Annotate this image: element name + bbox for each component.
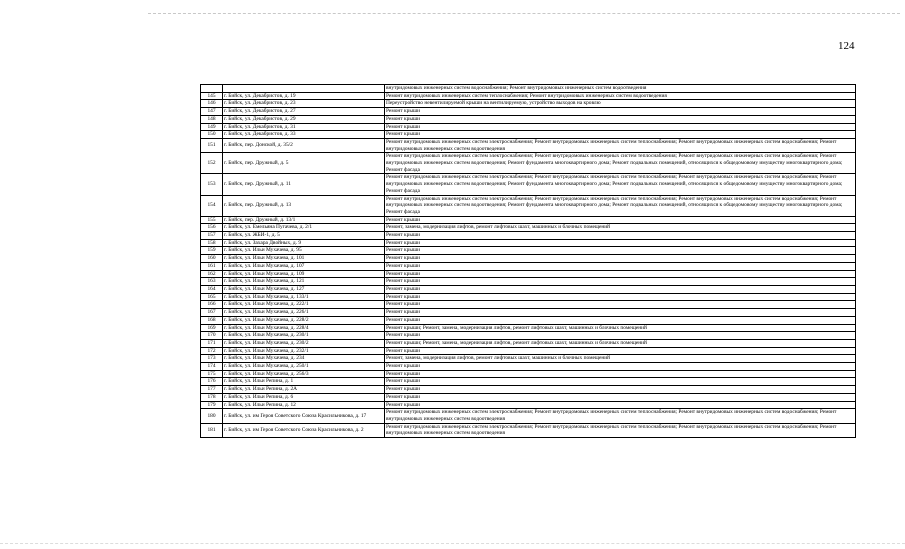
table-row bbox=[201, 423, 856, 437]
page-number: 124 bbox=[838, 40, 855, 52]
work-type-cell: Ремонт крыши bbox=[385, 386, 856, 394]
work-type-cell: Ремонт крыши bbox=[385, 115, 856, 123]
table-row bbox=[201, 92, 856, 100]
address-cell: г. Бийск, ул. Ильи Мухачева, д. 101 bbox=[223, 255, 385, 263]
row-number-cell: 173 bbox=[201, 355, 223, 363]
work-type-cell: Ремонт крыши bbox=[385, 131, 856, 139]
address-cell: г. Бийск, пер. Дружный, д. 13/1 bbox=[223, 216, 385, 224]
address-cell: г. Бийск, пер. Дружный, д. 13 bbox=[223, 195, 385, 216]
address-cell: г. Бийск, ул. Декабристов, д. 31 bbox=[223, 123, 385, 131]
work-type-cell: внутридомовых инженерных систем водоснабжения; Ремонт внутридомовых инженерных систем водоотведения bbox=[385, 85, 856, 93]
work-type-cell: Ремонт крыши bbox=[385, 232, 856, 240]
address-cell: г. Бийск, ул. Декабристов, д. 29 bbox=[223, 115, 385, 123]
address-cell: г. Бийск, ул. Ильи Репина, д. 2А bbox=[223, 386, 385, 394]
table-row bbox=[201, 278, 856, 286]
row-number-cell: 162 bbox=[201, 270, 223, 278]
repair-register-table bbox=[200, 84, 856, 438]
address-cell: г. Бийск, ул. Декабристов, д. 23 bbox=[223, 100, 385, 108]
table-row bbox=[201, 232, 856, 240]
address-cell: г. Бийск, ул. Ильи Репина, д. 6 bbox=[223, 393, 385, 401]
table-row bbox=[201, 174, 856, 195]
row-number-cell: 170 bbox=[201, 332, 223, 340]
table-row bbox=[201, 332, 856, 340]
row-number-cell: 150 bbox=[201, 131, 223, 139]
address-cell: г. Бийск, ул. Ильи Мухачева, д. 127 bbox=[223, 285, 385, 293]
table-row bbox=[201, 339, 856, 347]
address-cell: г. Бийск, ул. им Героя Советского Союза Красильникова, д. 2 bbox=[223, 423, 385, 437]
table-row bbox=[201, 138, 856, 152]
work-type-cell: Ремонт, замена, модернизация лифтов, ремонт лифтовых шахт, машинных и блочных помещений bbox=[385, 355, 856, 363]
work-type-cell: Ремонт крыши bbox=[385, 293, 856, 301]
row-number-cell: 145 bbox=[201, 92, 223, 100]
table-row bbox=[201, 239, 856, 247]
work-type-cell: Ремонт крыши bbox=[385, 255, 856, 263]
table-row bbox=[201, 85, 856, 93]
address-cell: г. Бийск, ул. Ильи Мухачева, д. 107 bbox=[223, 262, 385, 270]
row-number-cell: 172 bbox=[201, 347, 223, 355]
work-type-cell: Ремонт крыши bbox=[385, 316, 856, 324]
table-body bbox=[201, 85, 856, 438]
table-row bbox=[201, 285, 856, 293]
work-type-cell: Переустройство невентилируемой крыши на вентилируемую, устройство выходов на кровлю bbox=[385, 100, 856, 108]
address-cell: г. Бийск, ул. им Героя Советского Союза Красильникова, д. 17 bbox=[223, 409, 385, 423]
work-type-cell: Ремонт крыши bbox=[385, 239, 856, 247]
address-cell: г. Бийск, ул. Ильи Мухачева, д. 256/3 bbox=[223, 370, 385, 378]
row-number-cell: 159 bbox=[201, 247, 223, 255]
work-type-cell: Ремонт крыши bbox=[385, 347, 856, 355]
row-number-cell: 158 bbox=[201, 239, 223, 247]
table-row bbox=[201, 363, 856, 371]
row-number-cell: 146 bbox=[201, 100, 223, 108]
row-number-cell: 157 bbox=[201, 232, 223, 240]
address-cell bbox=[223, 85, 385, 93]
work-type-cell: Ремонт внутридомовых инженерных систем электроснабжения; Ремонт внутридомовых инженерных систем теплоснабжения; Ремонт внутридомовых инженерных систем водоснабжения; Ремонт внутридомовых инженерных систем водоотведения; Ремонт фундамента многоквартирного дома; Ремонт подвальных помещений, относящихся к общедомовому имуществу многоквартирного дома; Ремонт фасада bbox=[385, 195, 856, 216]
row-number-cell: 169 bbox=[201, 324, 223, 332]
address-cell: г. Бийск, ул. Декабристов, д. 19 bbox=[223, 92, 385, 100]
address-cell: г. Бийск, ул. Ильи Мухачева, д. 109 bbox=[223, 270, 385, 278]
row-number-cell: 168 bbox=[201, 316, 223, 324]
work-type-cell: Ремонт крыши bbox=[385, 378, 856, 386]
work-type-cell: Ремонт крыши bbox=[385, 285, 856, 293]
table-row bbox=[201, 100, 856, 108]
table-row bbox=[201, 347, 856, 355]
address-cell: г. Бийск, ул. Ильи Мухачева, д. 228/4 bbox=[223, 324, 385, 332]
address-cell: г. Бийск, ул. Ильи Мухачева, д. 222/1 bbox=[223, 301, 385, 309]
table-row bbox=[201, 378, 856, 386]
row-number-cell: 156 bbox=[201, 224, 223, 232]
work-type-cell: Ремонт внутридомовых инженерных систем электроснабжения; Ремонт внутридомовых инженерных систем теплоснабжения; Ремонт внутридомовых инженерных систем водоснабжения; Ремонт внутридомовых инженерных систем водоотведения; Ремонт фундамента многоквартирного дома; Ремонт подвальных помещений, относящихся к общедомовому имуществу многоквартирного дома; Ремонт фасада bbox=[385, 153, 856, 174]
table-row bbox=[201, 293, 856, 301]
work-type-cell: Ремонт крыши bbox=[385, 216, 856, 224]
table-row bbox=[201, 108, 856, 116]
row-number-cell: 167 bbox=[201, 309, 223, 317]
work-type-cell: Ремонт внутридомовых инженерных систем электроснабжения; Ремонт внутридомовых инженерных систем теплоснабжения; Ремонт внутридомовых инженерных систем водоснабжения; Ремонт внутридомовых инженерных систем водоотведения; Ремонт фундамента многоквартирного дома; Ремонт подвальных помещений, относящихся к общедомовому имуществу многоквартирного дома; Ремонт фасада bbox=[385, 174, 856, 195]
table-row bbox=[201, 255, 856, 263]
address-cell: г. Бийск, ул. Ильи Мухачева, д. 230/2 bbox=[223, 339, 385, 347]
address-cell: г. Бийск, пер. Донской, д. 35/2 bbox=[223, 138, 385, 152]
address-cell: г. Бийск, ул. Декабристов, д. 33 bbox=[223, 131, 385, 139]
address-cell: г. Бийск, ул. ЖБИ-1, д. 5 bbox=[223, 232, 385, 240]
address-cell: г. Бийск, ул. Ильи Мухачева, д. 226/1 bbox=[223, 309, 385, 317]
work-type-cell: Ремонт крыши bbox=[385, 370, 856, 378]
row-number-cell: 166 bbox=[201, 301, 223, 309]
row-number-cell: 149 bbox=[201, 123, 223, 131]
work-type-cell: Ремонт крыши bbox=[385, 363, 856, 371]
row-number-cell: 178 bbox=[201, 393, 223, 401]
table-row bbox=[201, 370, 856, 378]
row-number-cell: 147 bbox=[201, 108, 223, 116]
row-number-cell: 155 bbox=[201, 216, 223, 224]
table-row bbox=[201, 131, 856, 139]
table-row bbox=[201, 224, 856, 232]
address-cell: г. Бийск, ул. Ильи Мухачева, д. 234 bbox=[223, 355, 385, 363]
row-number-cell: 165 bbox=[201, 293, 223, 301]
address-cell: г. Бийск, ул. Ильи Репина, д. 1 bbox=[223, 378, 385, 386]
row-number-cell: 177 bbox=[201, 386, 223, 394]
row-number-cell: 175 bbox=[201, 370, 223, 378]
address-cell: г. Бийск, ул. Ильи Мухачева, д. 95 bbox=[223, 247, 385, 255]
work-type-cell: Ремонт крыши bbox=[385, 309, 856, 317]
table-row bbox=[201, 301, 856, 309]
work-type-cell: Ремонт крыши bbox=[385, 401, 856, 409]
scan-bottom-line bbox=[0, 543, 905, 544]
address-cell: г. Бийск, ул. Емельяна Пугачева, д. 2/1 bbox=[223, 224, 385, 232]
work-type-cell: Ремонт, замена, модернизация лифтов, ремонт лифтовых шахт, машинных и блочных помещений bbox=[385, 224, 856, 232]
row-number-cell: 148 bbox=[201, 115, 223, 123]
table-row bbox=[201, 195, 856, 216]
address-cell: г. Бийск, пер. Дружный, д. 5 bbox=[223, 153, 385, 174]
address-cell: г. Бийск, ул. Ильи Мухачева, д. 250/1 bbox=[223, 363, 385, 371]
address-cell: г. Бийск, ул. Ильи Репина, д. 12 bbox=[223, 401, 385, 409]
work-type-cell: Ремонт внутридомовых инженерных систем электроснабжения; Ремонт внутридомовых инженерных систем теплоснабжения; Ремонт внутридомовых инженерных систем водоснабжения; Ремонт внутридомовых инженерных систем водоотведения bbox=[385, 423, 856, 437]
work-type-cell: Ремонт внутридомовых инженерных систем теплоснабжения; Ремонт внутридомовых инженерных систем водоотведения bbox=[385, 92, 856, 100]
row-number-cell: 153 bbox=[201, 174, 223, 195]
work-type-cell: Ремонт крыши bbox=[385, 301, 856, 309]
address-cell: г. Бийск, ул. Ильи Мухачева, д. 232/1 bbox=[223, 347, 385, 355]
row-number-cell bbox=[201, 85, 223, 93]
row-number-cell: 181 bbox=[201, 423, 223, 437]
row-number-cell: 171 bbox=[201, 339, 223, 347]
table-row bbox=[201, 324, 856, 332]
table-row bbox=[201, 270, 856, 278]
work-type-cell: Ремонт крыши bbox=[385, 123, 856, 131]
work-type-cell: Ремонт внутридомовых инженерных систем электроснабжения; Ремонт внутридомовых инженерных систем теплоснабжения; Ремонт внутридомовых инженерных систем водоснабжения; Ремонт внутридомовых инженерных систем водоотведения bbox=[385, 138, 856, 152]
table-row bbox=[201, 316, 856, 324]
table-row bbox=[201, 401, 856, 409]
table-row bbox=[201, 115, 856, 123]
address-cell: г. Бийск, ул. Ильи Мухачева, д. 133/1 bbox=[223, 293, 385, 301]
address-cell: г. Бийск, пер. Дружный, д. 11 bbox=[223, 174, 385, 195]
row-number-cell: 160 bbox=[201, 255, 223, 263]
row-number-cell: 161 bbox=[201, 262, 223, 270]
work-type-cell: Ремонт крыши bbox=[385, 278, 856, 286]
table-row bbox=[201, 262, 856, 270]
table-row bbox=[201, 393, 856, 401]
row-number-cell: 180 bbox=[201, 409, 223, 423]
row-number-cell: 152 bbox=[201, 153, 223, 174]
work-type-cell: Ремонт внутридомовых инженерных систем электроснабжения; Ремонт внутридомовых инженерных систем теплоснабжения; Ремонт внутридомовых инженерных систем водоснабжения; Ремонт внутридомовых инженерных систем водоотведения bbox=[385, 409, 856, 423]
work-type-cell: Ремонт крыши bbox=[385, 393, 856, 401]
row-number-cell: 163 bbox=[201, 278, 223, 286]
table-row bbox=[201, 409, 856, 423]
work-type-cell: Ремонт крыши bbox=[385, 247, 856, 255]
work-type-cell: Ремонт крыши; Ремонт, замена, модернизация лифтов, ремонт лифтовых шахт, машинных и блочных помещений bbox=[385, 324, 856, 332]
row-number-cell: 154 bbox=[201, 195, 223, 216]
address-cell: г. Бийск, ул. Ильи Мухачева, д. 228/2 bbox=[223, 316, 385, 324]
row-number-cell: 176 bbox=[201, 378, 223, 386]
work-type-cell: Ремонт крыши bbox=[385, 270, 856, 278]
work-type-cell: Ремонт крыши bbox=[385, 262, 856, 270]
table-row bbox=[201, 123, 856, 131]
work-type-cell: Ремонт крыши; Ремонт, замена, модернизация лифтов, ремонт лифтовых шахт, машинных и блочных помещений bbox=[385, 339, 856, 347]
work-type-cell: Ремонт крыши bbox=[385, 108, 856, 116]
row-number-cell: 151 bbox=[201, 138, 223, 152]
address-cell: г. Бийск, ул. Захара Двойных, д. 9 bbox=[223, 239, 385, 247]
row-number-cell: 164 bbox=[201, 285, 223, 293]
address-cell: г. Бийск, ул. Ильи Мухачева, д. 230/1 bbox=[223, 332, 385, 340]
table-row bbox=[201, 386, 856, 394]
table-row bbox=[201, 247, 856, 255]
table-row bbox=[201, 216, 856, 224]
work-type-cell: Ремонт крыши bbox=[385, 332, 856, 340]
table-row bbox=[201, 309, 856, 317]
address-cell: г. Бийск, ул. Декабристов, д. 27 bbox=[223, 108, 385, 116]
table-row bbox=[201, 153, 856, 174]
scan-top-line bbox=[148, 13, 900, 14]
address-cell: г. Бийск, ул. Ильи Мухачева, д. 121 bbox=[223, 278, 385, 286]
table-row bbox=[201, 355, 856, 363]
row-number-cell: 179 bbox=[201, 401, 223, 409]
row-number-cell: 174 bbox=[201, 363, 223, 371]
